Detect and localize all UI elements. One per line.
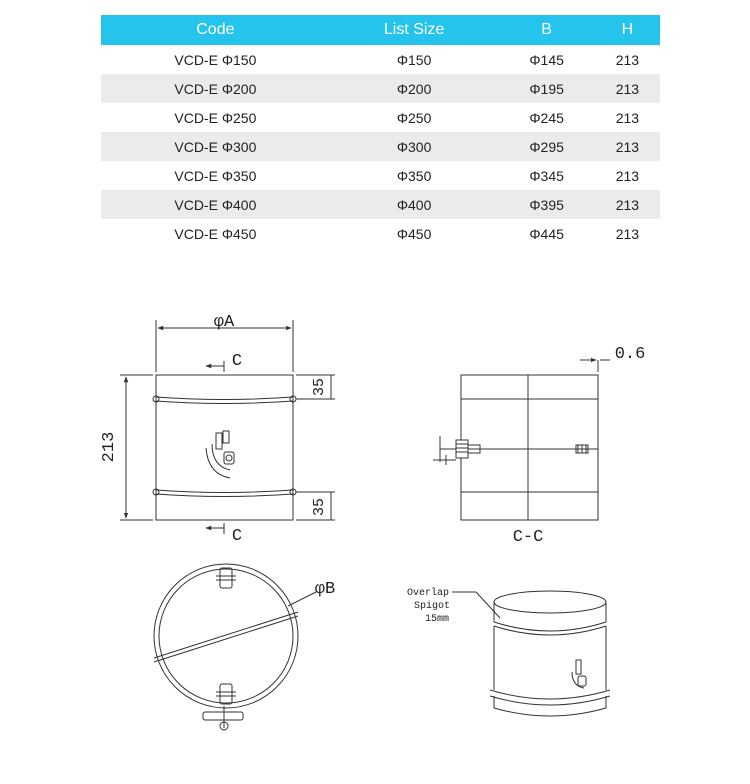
- table-row: [101, 161, 660, 190]
- cell-b: Φ195: [498, 74, 594, 103]
- spigot-top-ellipse: [494, 591, 606, 613]
- damper-handle-icon: [206, 431, 234, 478]
- header-h: H: [595, 15, 660, 45]
- cell-list-size: Φ150: [396, 51, 432, 68]
- table-row: [101, 45, 660, 74]
- bearing-top-icon: [216, 568, 236, 588]
- duct-outer-circle: [154, 564, 298, 708]
- cell-code: VCD-E Φ450: [174, 225, 257, 242]
- front-view: [120, 320, 335, 534]
- table-row: [101, 190, 660, 219]
- cell-code: VCD-E Φ400: [101, 190, 330, 219]
- section-body-outline: [461, 375, 598, 520]
- dim-bottom-band-label: 35: [311, 497, 328, 517]
- cell-list-size: Φ200: [330, 74, 499, 103]
- header-list-size: List Size: [330, 15, 499, 45]
- cell-list-size: Φ350: [396, 167, 432, 184]
- blade-line: [154, 612, 298, 658]
- top-view: [154, 564, 316, 730]
- lower-bead: [156, 490, 293, 493]
- table-row: [101, 132, 660, 161]
- cell-code: VCD-E Φ200: [101, 74, 330, 103]
- iso-view: [452, 591, 610, 716]
- dim-a-label: φA: [213, 313, 235, 332]
- section-label: C-C: [512, 528, 544, 547]
- table-header-row: [101, 15, 660, 45]
- dim-top-band-label: 35: [311, 377, 328, 397]
- cell-h: 213: [595, 132, 660, 161]
- cell-code: VCD-E Φ250: [174, 109, 257, 126]
- cell-code: VCD-E Φ150: [174, 51, 257, 68]
- spec-table: [101, 15, 660, 248]
- table-row: [101, 219, 660, 248]
- dim-b-label: φB: [314, 580, 336, 599]
- cell-h: 213: [595, 190, 660, 219]
- cell-b: Φ245: [529, 109, 564, 126]
- cell-h: 213: [615, 167, 640, 184]
- dim-b-leader: [288, 592, 316, 606]
- cell-b: Φ145: [529, 51, 564, 68]
- cell-list-size: Φ450: [396, 225, 432, 242]
- cell-h: 213: [615, 109, 640, 126]
- spigot-overlap-ring: [494, 622, 606, 631]
- cell-code: VCD-E Φ300: [101, 132, 330, 161]
- cell-list-size: Φ250: [396, 109, 432, 126]
- table-row: [101, 103, 660, 132]
- section-view: [433, 360, 610, 520]
- section-mark-top: C: [231, 352, 243, 371]
- note-line-3: 15mm: [424, 614, 450, 625]
- cell-b: Φ445: [529, 225, 564, 242]
- section-mark-bottom: C: [231, 527, 243, 546]
- note-line-1: Overlap: [406, 588, 450, 599]
- header-b: B: [498, 15, 594, 45]
- cell-h: 213: [595, 74, 660, 103]
- duct-inner-circle: [159, 569, 293, 703]
- damper-body-outline: [156, 375, 293, 520]
- note-line-2: Spigot: [413, 601, 451, 612]
- table-row: [101, 74, 660, 103]
- cell-code: VCD-E Φ350: [174, 167, 257, 184]
- technical-drawing: [0, 260, 750, 784]
- cell-b: Φ295: [498, 132, 594, 161]
- upper-bead: [156, 397, 293, 400]
- cell-list-size: Φ300: [330, 132, 499, 161]
- header-code: Code: [101, 15, 330, 45]
- cell-b: Φ345: [529, 167, 564, 184]
- cell-h: 213: [615, 51, 640, 68]
- cell-list-size: Φ400: [330, 190, 499, 219]
- dim-thickness-label: 0.6: [614, 345, 646, 364]
- cell-b: Φ395: [498, 190, 594, 219]
- lower-bead-iso: [490, 690, 610, 699]
- dim-height-label: 213: [100, 431, 119, 463]
- cell-h: 213: [615, 225, 640, 242]
- iso-handle-icon: [572, 660, 586, 688]
